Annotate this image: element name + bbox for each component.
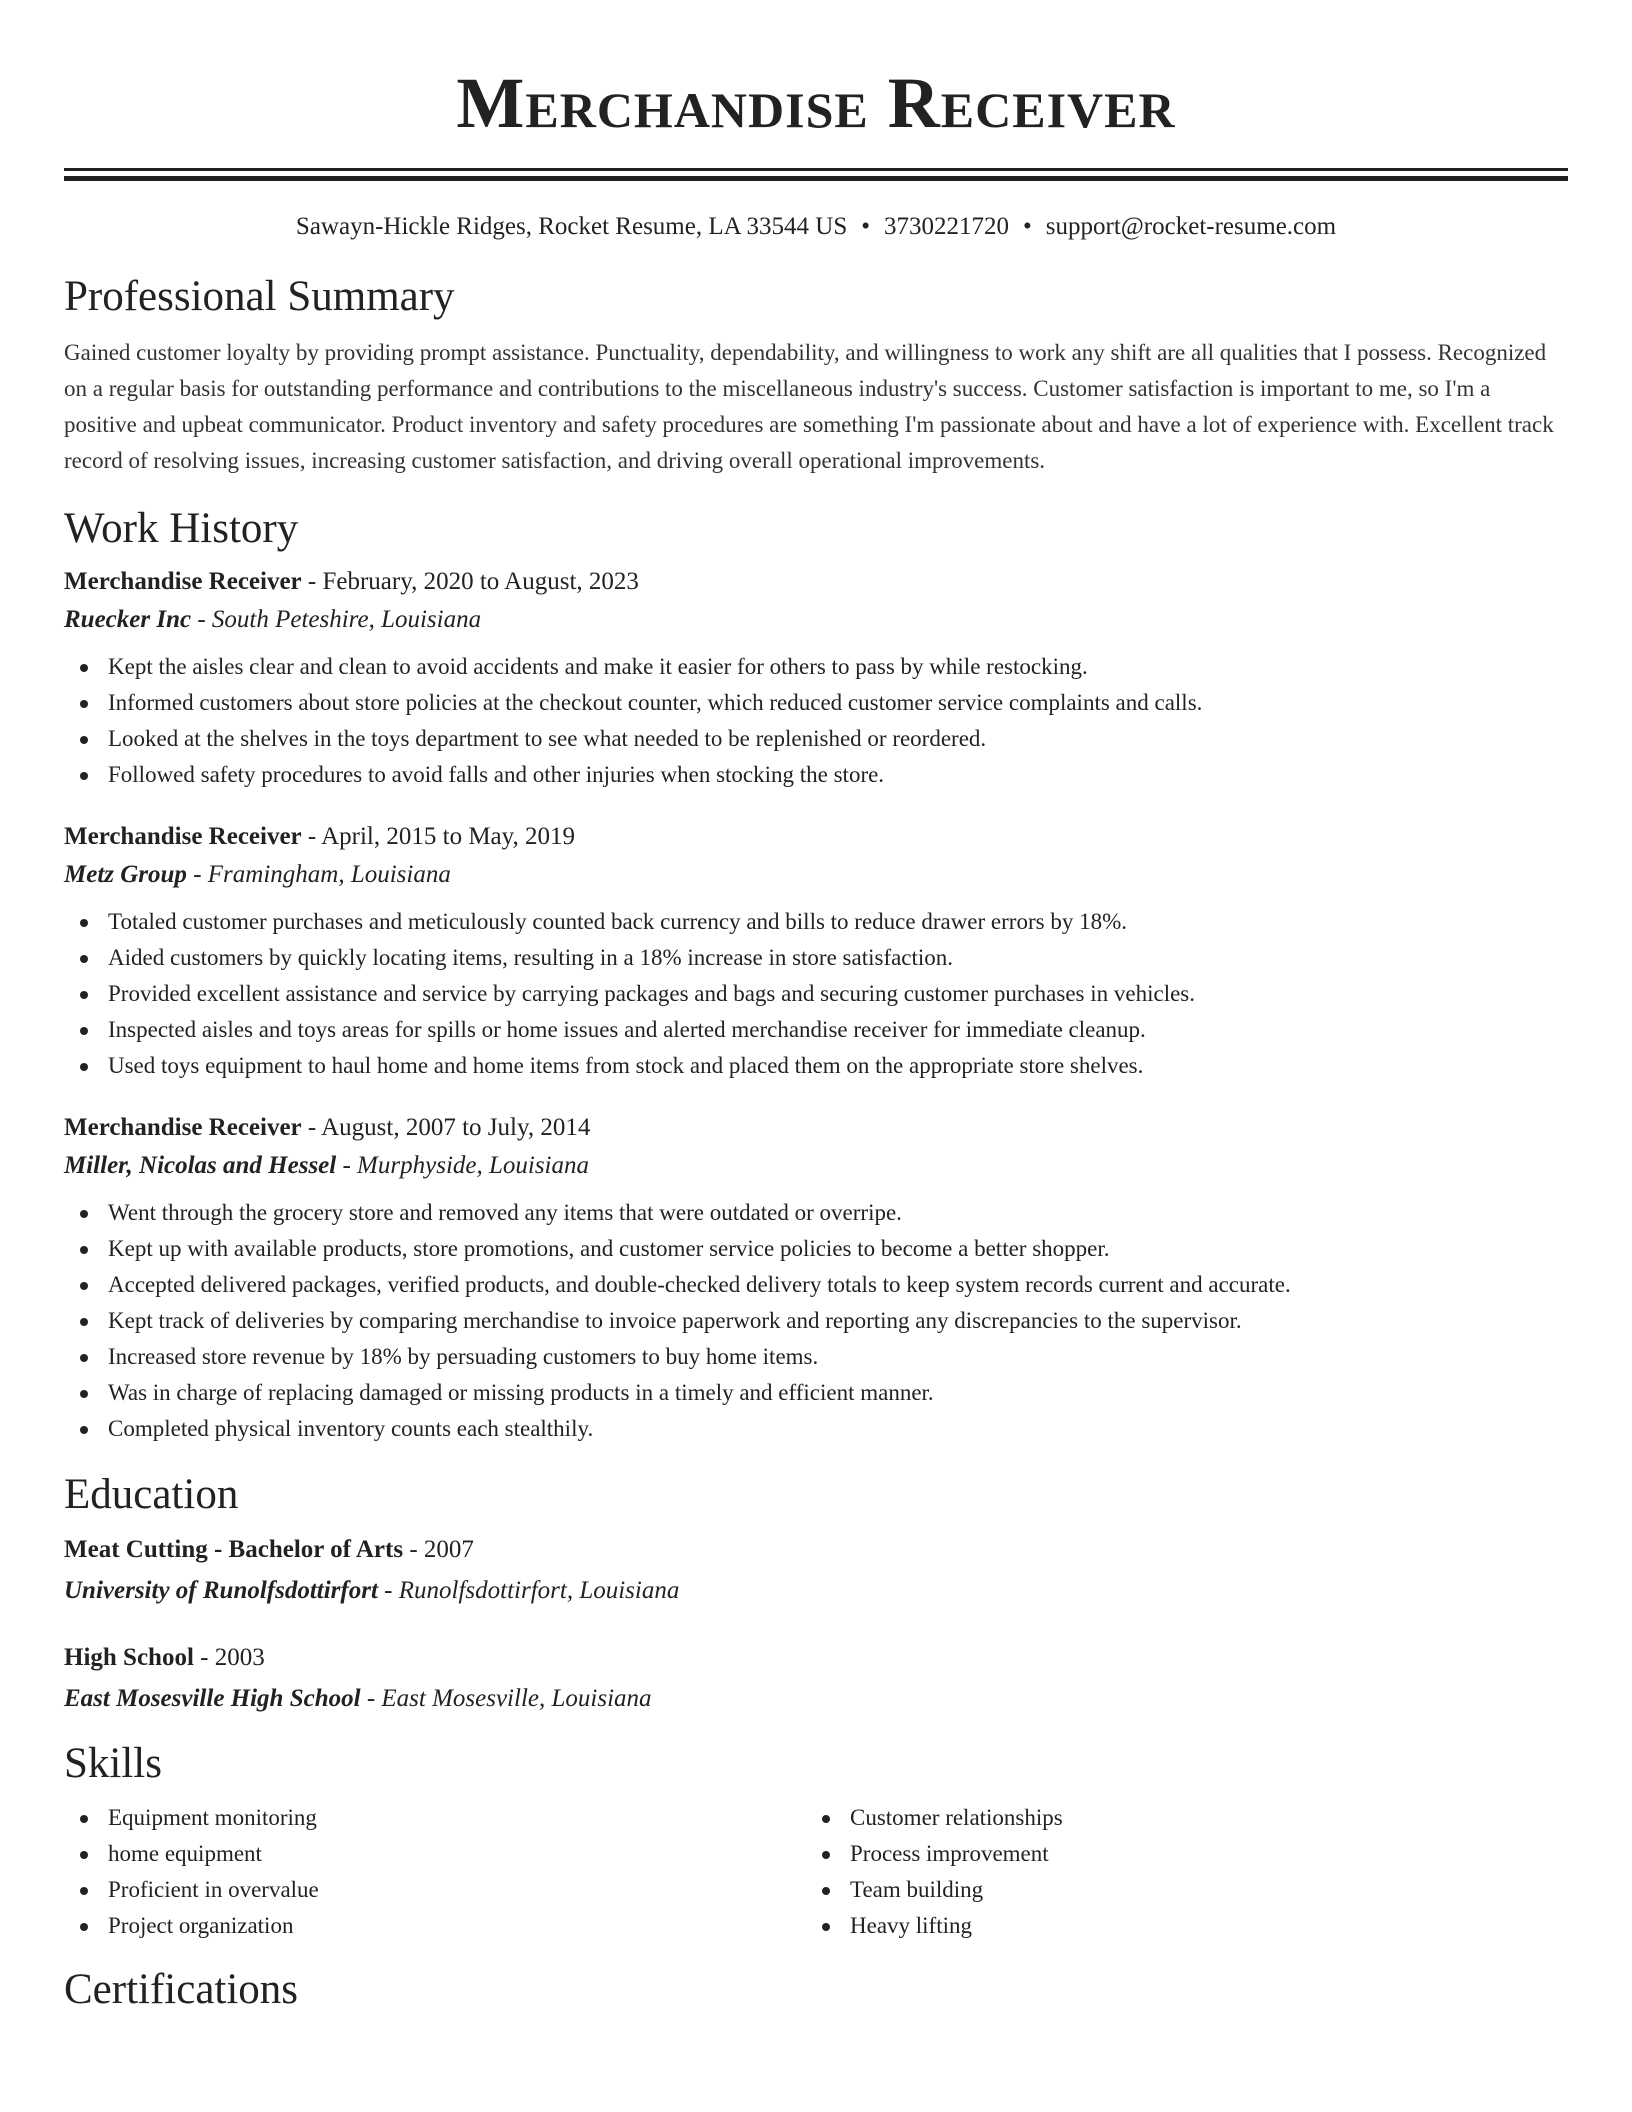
skills-grid bbox=[64, 1800, 1568, 1944]
job-title: Merchandise Receiver bbox=[64, 823, 302, 850]
job-company: Miller, Nicolas and Hessel bbox=[64, 1152, 337, 1179]
education-location: - East Mosesville, Louisiana bbox=[360, 1685, 652, 1712]
education-degree: Meat Cutting - Bachelor of Arts bbox=[64, 1536, 404, 1563]
education-school: East Mosesville High School bbox=[64, 1685, 361, 1712]
job-dates: - February, 2020 to August, 2023 bbox=[301, 568, 639, 595]
list-item: Customer relationships bbox=[806, 1800, 1548, 1836]
list-item: Went through the grocery store and removed any items that were outdated or overripe. bbox=[64, 1195, 1568, 1231]
education-degree: High School bbox=[64, 1644, 194, 1671]
education-entry bbox=[64, 1639, 1568, 1718]
education-entry bbox=[64, 1531, 1568, 1610]
job-location: - South Peteshire, Louisiana bbox=[191, 606, 482, 633]
list-item: Project organization bbox=[64, 1908, 806, 1944]
resume-name: Merchandise Receiver bbox=[456, 63, 1176, 143]
job-company: Ruecker Inc bbox=[64, 606, 192, 633]
job-title: Merchandise Receiver bbox=[64, 568, 302, 595]
skills-column-left bbox=[64, 1800, 806, 1944]
job-entry bbox=[64, 818, 1568, 1084]
list-item: Looked at the shelves in the toys department to see what needed to be replenished or reordered. bbox=[64, 721, 1568, 757]
section-heading-summary: Professional Summary bbox=[64, 273, 455, 320]
job-company: Metz Group bbox=[64, 861, 187, 888]
list-item: Process improvement bbox=[806, 1836, 1548, 1872]
job-location: - Framingham, Louisiana bbox=[186, 861, 451, 888]
list-item: Provided excellent assistance and service by carrying packages and bags and securing customer purchases in vehicles. bbox=[64, 976, 1568, 1012]
job-dates: - August, 2007 to July, 2014 bbox=[301, 1114, 591, 1141]
education-location: - Runolfsdottirfort, Louisiana bbox=[377, 1577, 680, 1604]
job-title: Merchandise Receiver bbox=[64, 1114, 302, 1141]
header-divider-top bbox=[64, 168, 1568, 171]
education-year: - 2003 bbox=[193, 1644, 265, 1671]
list-item: Team building bbox=[806, 1872, 1548, 1908]
resume-page bbox=[64, 0, 1568, 2016]
list-item: Kept up with available products, store promotions, and customer service policies to become a better shopper. bbox=[64, 1231, 1568, 1267]
contact-separator: • bbox=[1023, 213, 1032, 240]
list-item: Informed customers about store policies at the checkout counter, which reduced customer service complaints and calls. bbox=[64, 685, 1568, 721]
list-item: home equipment bbox=[64, 1836, 806, 1872]
job-entry bbox=[64, 1109, 1568, 1447]
header-divider-bottom bbox=[64, 176, 1568, 181]
list-item: Totaled customer purchases and meticulously counted back currency and bills to reduce drawer errors by 18%. bbox=[64, 904, 1568, 940]
list-item: Accepted delivered packages, verified products, and double-checked delivery totals to keep system records current and accurate. bbox=[64, 1267, 1568, 1303]
job-duties-list bbox=[64, 1195, 1568, 1447]
job-duties-list bbox=[64, 904, 1568, 1084]
section-heading-work-history: Work History bbox=[64, 505, 299, 552]
contact-email: support@rocket-resume.com bbox=[1045, 213, 1337, 240]
list-item: Kept track of deliveries by comparing merchandise to invoice paperwork and reporting any discrepancies to the supervisor. bbox=[64, 1303, 1568, 1339]
contact-separator: • bbox=[861, 213, 871, 240]
contact-phone: 3730221720 bbox=[884, 213, 1010, 240]
education-school: University of Runolfsdottirfort bbox=[64, 1577, 378, 1604]
skills-column-right bbox=[806, 1800, 1548, 1944]
summary-text: Gained customer loyalty by providing prompt assistance. Punctuality, dependability, and willingness to work any shift are all qualities that I possess. Recognized on a regular basis for outstanding performance and contributions to the miscellaneous industry's success. Customer satisfaction is important to me, so I'm a positive and upbeat communicator. Product inventory and safety procedures are something I'm passionate about and have a lot of experience with. Excellent track record of resolving issues, increasing customer satisfaction, and driving overall operational improvements. bbox=[64, 340, 1554, 473]
list-item: Equipment monitoring bbox=[64, 1800, 806, 1836]
list-item: Followed safety procedures to avoid falls and other injuries when stocking the store. bbox=[64, 757, 1568, 793]
contact-line bbox=[64, 211, 1568, 243]
job-entry bbox=[64, 563, 1568, 793]
education-year: - 2007 bbox=[403, 1536, 474, 1563]
contact-address: Sawayn-Hickle Ridges, Rocket Resume, LA 33544 US bbox=[295, 213, 848, 240]
list-item: Heavy lifting bbox=[806, 1908, 1548, 1944]
section-heading-certifications: Certifications bbox=[64, 1966, 299, 2013]
list-item: Kept the aisles clear and clean to avoid accidents and make it easier for others to pass by while restocking. bbox=[64, 649, 1568, 685]
job-dates: - April, 2015 to May, 2019 bbox=[301, 823, 576, 850]
job-location: - Murphyside, Louisiana bbox=[336, 1152, 590, 1179]
section-heading-education: Education bbox=[64, 1471, 239, 1518]
list-item: Was in charge of replacing damaged or missing products in a timely and efficient manner. bbox=[64, 1375, 1568, 1411]
list-item: Completed physical inventory counts each stealthily. bbox=[64, 1411, 1568, 1447]
list-item: Used toys equipment to haul home and home items from stock and placed them on the appropriate store shelves. bbox=[64, 1048, 1568, 1084]
job-duties-list bbox=[64, 649, 1568, 793]
list-item: Proficient in overvalue bbox=[64, 1872, 806, 1908]
section-heading-skills: Skills bbox=[64, 1740, 162, 1787]
list-item: Increased store revenue by 18% by persuading customers to buy home items. bbox=[64, 1339, 1568, 1375]
list-item: Inspected aisles and toys areas for spills or home issues and alerted merchandise receiver for immediate cleanup. bbox=[64, 1012, 1568, 1048]
list-item: Aided customers by quickly locating items, resulting in a 18% increase in store satisfaction. bbox=[64, 940, 1568, 976]
